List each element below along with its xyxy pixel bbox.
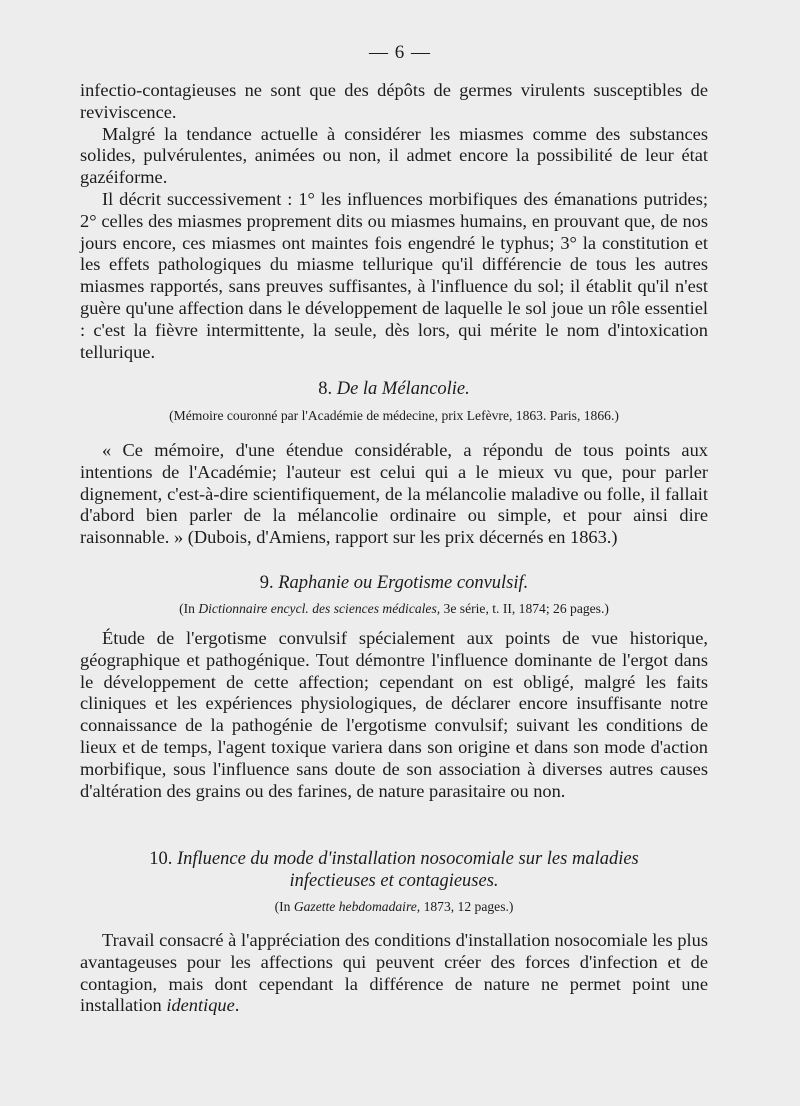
section-8-body [80,440,708,549]
section-10-source-journal: Gazette hebdomadaire, [293,899,421,914]
section-9-heading [80,572,708,594]
section-8-source: (Mémoire couronné par l'Académie de médecine, prix Lefèvre, 1863. Paris, 1866.) [169,408,619,423]
section-10-source [80,898,708,916]
page-number: — 6 — [369,42,431,63]
section-8-title: De la Mélancolie. [336,379,470,399]
section-10-body-text: Travail consacré à l'appréciation des conditions d'installation nosocomiale les plus avantageuses pour les affections qui peuvent créer des forces d'infection et de contagion, mais dont cependant la différence de nature ne permet point une installation [80,930,708,1016]
section-9-source-journal: Dictionnaire encycl. des sciences médicales, [198,601,441,616]
section-9-source-pre: (In [179,601,199,616]
section-8-paragraph: « Ce mémoire, d'une étendue considérable, a répondu de tous points aux intentions de l'Académie; l'auteur est celui qui a le mieux vu que, pour parler dignement, c'est-à-dire scientifiquement, de la mélancolie maladive ou folle, il fallait d'abord bien parler de la mélancolie ordinaire ou simple, et pour ainsi dire raisonnable. » (Dubois, d'Amiens, rapport sur les prix décernés en 1863.) [80,440,708,548]
section-10-title-line-2: infectieuses et contagieuses. [289,871,499,891]
section-9-paragraph: Étude de l'ergotisme convulsif spécialement aux points de vue historique, géographique et pathogénique. Tout démontre l'influence dominante de l'ergot dans le développement de cette affection; cependant on est obligé, malgré les faits cliniques et les expériences physiologiques, de déclarer encore insuffisante notre connaissance de la pathogénie de l'ergotisme convulsif; suivant les conditions de lieux et de temps, l'agent toxique variera dans son origine et dans son mode d'action morbifique, sous l'influence sans doute de son association à diverses autres causes d'altération des grains ou des farines, de nature parasitaire ou non. [80,628,708,801]
intro-text [80,80,708,363]
section-9-body [80,628,708,802]
section-9-title: Raphanie ou Ergotisme convulsif. [278,573,529,593]
section-10-source-post: 1873, 12 pages.) [420,899,514,914]
section-10-body [80,930,708,1017]
section-9-source [80,600,708,618]
section-8-heading [80,378,708,400]
section-9-source-post: 3e série, t. II, 1874; 26 pages.) [440,601,609,616]
section-10-number: 10. [149,849,173,869]
section-10-body-end: . [234,995,240,1016]
intro-paragraph-2: Malgré la tendance actuelle à considérer les miasmes comme des substances solides, pulvérulentes, animées ou non, il admet encore la possibilité de leur état gazéiforme. [80,123,708,188]
intro-paragraph-3: Il décrit successivement : 1° les influences morbifiques des émanations putrides; 2° celles des miasmes proprement dits ou miasmes humains, en prouvant que, de nos jours encore, ces miasmes ont maintes fois engendré le typhus; 3° la constitution et les effets pathologiques du miasme tellurique qu'il différencie de tous les autres miasmes rapportés, sans preuves suffisantes, à l'influence du sol; il établit qu'il n'est guère qu'une affection dans le développement de laquelle le sol joue un rôle essentiel : c'est la fièvre intermittente, la seule, dès lors, qui mérite le nom d'intoxication tellurique. [80,188,708,362]
section-8-number: 8. [318,379,333,399]
section-10-source-pre: (In [274,899,294,914]
intro-paragraph-1: infectio-contagieuses ne sont que des dépôts de germes virulents susceptibles de reviviscence. [80,80,708,122]
section-10-heading [80,848,708,892]
section-10-title-line-1: Influence du mode d'installation nosocomiale sur les maladies [176,849,639,869]
section-9-number: 9. [259,573,274,593]
section-10-body-italic: identique [166,995,235,1016]
section-10-paragraph [80,930,708,1017]
